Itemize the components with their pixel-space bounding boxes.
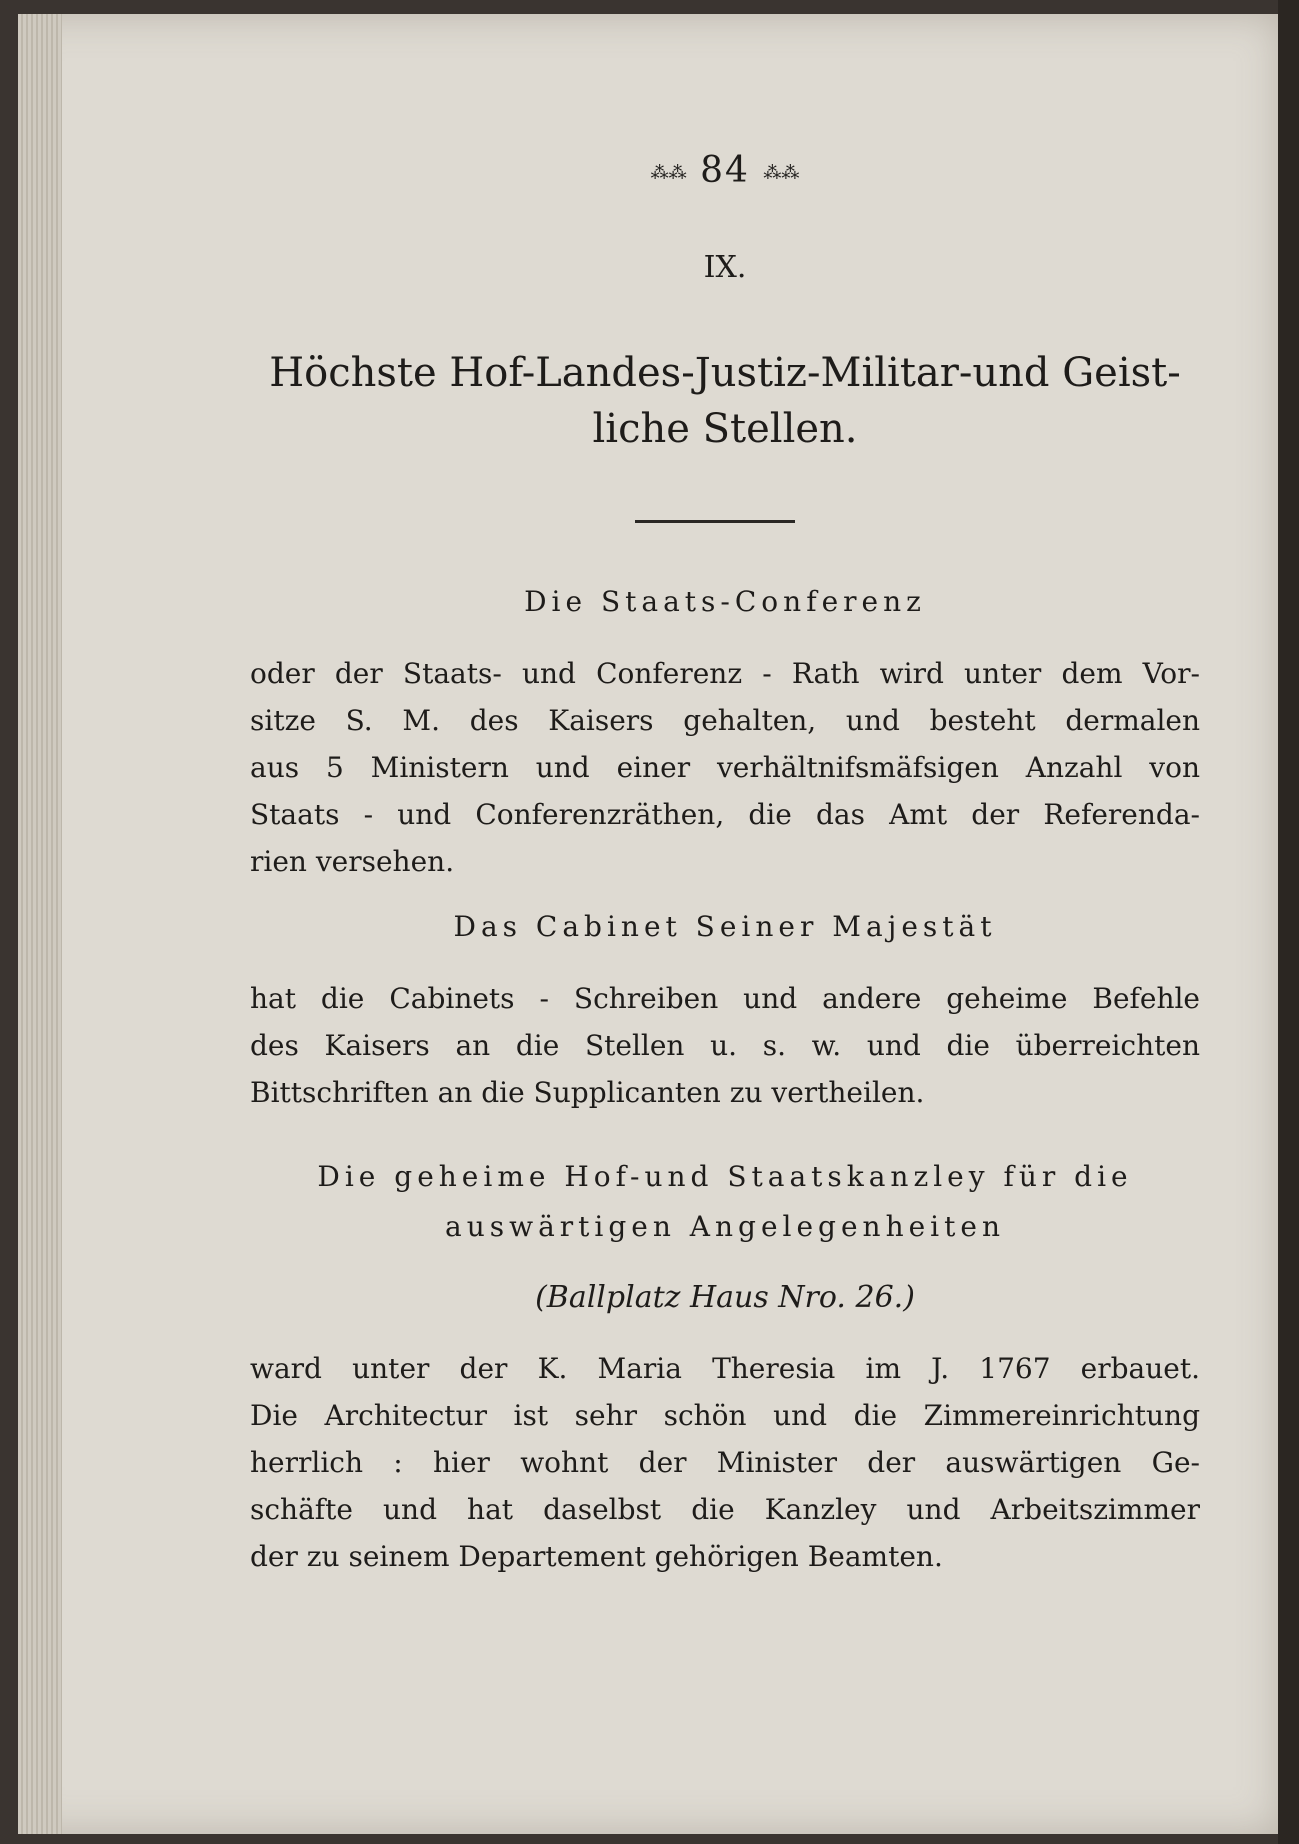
text-line: rien versehen.	[250, 845, 455, 878]
chapter-title-line-1: Höchste Hof-Landes-Justiz-Militar-und Geist-	[269, 350, 1181, 396]
section-body-cabinet	[250, 975, 1200, 1116]
section-body-staats-conferenz	[250, 650, 1200, 885]
section-address: (Ballplatz Haus Nro. 26.)	[535, 1280, 915, 1315]
text-line: des Kaisers an die Stellen u. s. w. und die überreichten	[250, 1029, 1200, 1062]
text-line: Bittschriften an die Supplicanten zu vertheilen.	[250, 1076, 925, 1109]
page-number: 84	[700, 150, 750, 191]
title-rule	[635, 520, 795, 523]
ornament-left-icon: ⁂⁂	[650, 162, 687, 184]
book-cover-edge	[1278, 0, 1299, 1844]
page-edges	[18, 14, 62, 1834]
section-heading-cabinet: Das Cabinet Seiner Majestät	[453, 910, 997, 943]
section-heading-staats-conferenz: Die Staats-Conferenz	[524, 585, 926, 618]
section-body-staatskanzley	[250, 1345, 1200, 1580]
page-header	[250, 150, 1200, 191]
text-line: ward unter der K. Maria Theresia im J. 1767 erbauet.	[250, 1352, 1200, 1385]
chapter-number: IX.	[703, 250, 747, 285]
text-line: aus 5 Ministern und einer verhältnifsmäfsigen Anzahl von	[250, 751, 1200, 784]
text-line: herrlich : hier wohnt der Minister der auswärtigen Ge-	[250, 1446, 1200, 1479]
ornament-right-icon: ⁂⁂	[763, 162, 800, 184]
text-line: der zu seinem Departement gehörigen Beamten.	[250, 1540, 943, 1573]
section-heading-staatskanzley-1: Die geheime Hof-und Staatskanzley für die	[317, 1160, 1133, 1193]
text-line: Die Architectur ist sehr schön und die Zimmereinrichtung	[250, 1399, 1200, 1432]
text-line: hat die Cabinets - Schreiben und andere geheime Befehle	[250, 982, 1200, 1015]
chapter-title	[250, 345, 1200, 457]
chapter-title-line-2: liche Stellen.	[592, 406, 858, 452]
text-line: oder der Staats- und Conferenz - Rath wird unter dem Vor-	[250, 657, 1200, 690]
text-line: sitze S. M. des Kaisers gehalten, und besteht dermalen	[250, 704, 1200, 737]
section-heading-staatskanzley-2: auswärtigen Angelegenheiten	[445, 1210, 1005, 1243]
text-line: schäfte und hat daselbst die Kanzley und Arbeitszimmer	[250, 1493, 1200, 1526]
text-line: Staats - und Conferenzräthen, die das Amt der Referenda-	[250, 798, 1200, 831]
